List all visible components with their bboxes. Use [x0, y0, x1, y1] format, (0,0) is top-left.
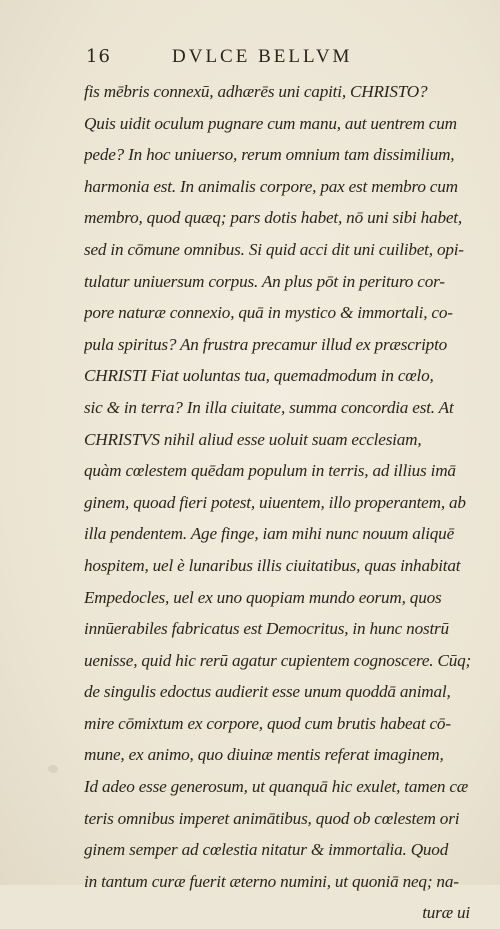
- text-line: illa pendentem. Age finge, iam mihi nunc nouum aliquē: [84, 524, 455, 544]
- text-line: harmonia est. In animalis corpore, pax est membro cum: [84, 176, 458, 196]
- text-line: fis mēbris connexū, adhærēs uni capiti, CHRISTO?: [84, 82, 428, 101]
- text-line: membro, quod quæq; pars dotis habet, nō uni sibi habet,: [84, 208, 462, 228]
- text-line: ginem semper ad cœlestia nitatur & immortalia. Quod: [84, 840, 449, 860]
- text-line: ginem, quoad fieri potest, uiuentem, illo properantem, ab: [84, 492, 466, 512]
- text-line: mire cōmixtum ex corpore, quod cum brutis habeat cō-: [84, 713, 451, 733]
- text-line: pula spiritus? An frustra precamur illud ex præscripto: [84, 334, 448, 354]
- catchword: turæ ui: [422, 903, 470, 923]
- paper-blemish: [48, 765, 58, 773]
- text-line: Empedocles, uel ex uno quopiam mundo eorum, quos: [84, 587, 442, 607]
- page-number: 16: [86, 46, 111, 67]
- text-line: sic & in terra? In illa ciuitate, summa concordia est. At: [84, 397, 454, 417]
- text-line: sed in cōmune omnibus. Si quid acci dit uni cuilibet, opi-: [84, 239, 464, 259]
- text-line: hospitem, uel è lunaribus illis ciuitatibus, quas inhabitat: [84, 555, 461, 575]
- running-head: DVLCE BELLVM: [172, 46, 353, 67]
- text-line: Quis uidit oculum pugnare cum manu, aut uentrem cum: [84, 113, 457, 133]
- text-line: pore naturæ connexio, quā in mystico & immortali, co-: [84, 303, 453, 323]
- text-line: quàm cœlestem quēdam populum in terris, ad illius imā: [84, 461, 456, 481]
- text-line: in tantum curæ fuerit æterno numini, ut quoniā neq; na-: [84, 871, 459, 891]
- page-header: [86, 46, 486, 74]
- text-line: tulatur uniuersum corpus. An plus pōt in perituro cor-: [84, 271, 445, 291]
- body-text: [84, 76, 480, 929]
- text-line: pede? In hoc uniuerso, rerum omnium tam dissimilium,: [84, 145, 455, 165]
- text-line: uenisse, quid hic rerū agatur cupientem cognoscere. Cūq;: [84, 650, 472, 670]
- text-line: Id adeo esse generosum, ut quanquā hic exulet, tamen cæ: [84, 777, 469, 797]
- text-line: CHRISTVS nihil aliud esse uoluit suam ecclesiam,: [84, 429, 422, 449]
- text-line: mune, ex animo, quo diuinæ mentis referat imaginem,: [84, 745, 444, 765]
- text-line: teris omnibus imperet animātibus, quod ob cœlestem ori: [84, 808, 460, 828]
- text-line: CHRISTI Fiat uoluntas tua, quemadmodum in cœlo,: [84, 366, 434, 386]
- text-line: de singulis edoctus audierit esse unum quoddā animal,: [84, 682, 451, 702]
- text-line: innūerabiles fabricatus est Democritus, in hunc nostrū: [84, 619, 449, 639]
